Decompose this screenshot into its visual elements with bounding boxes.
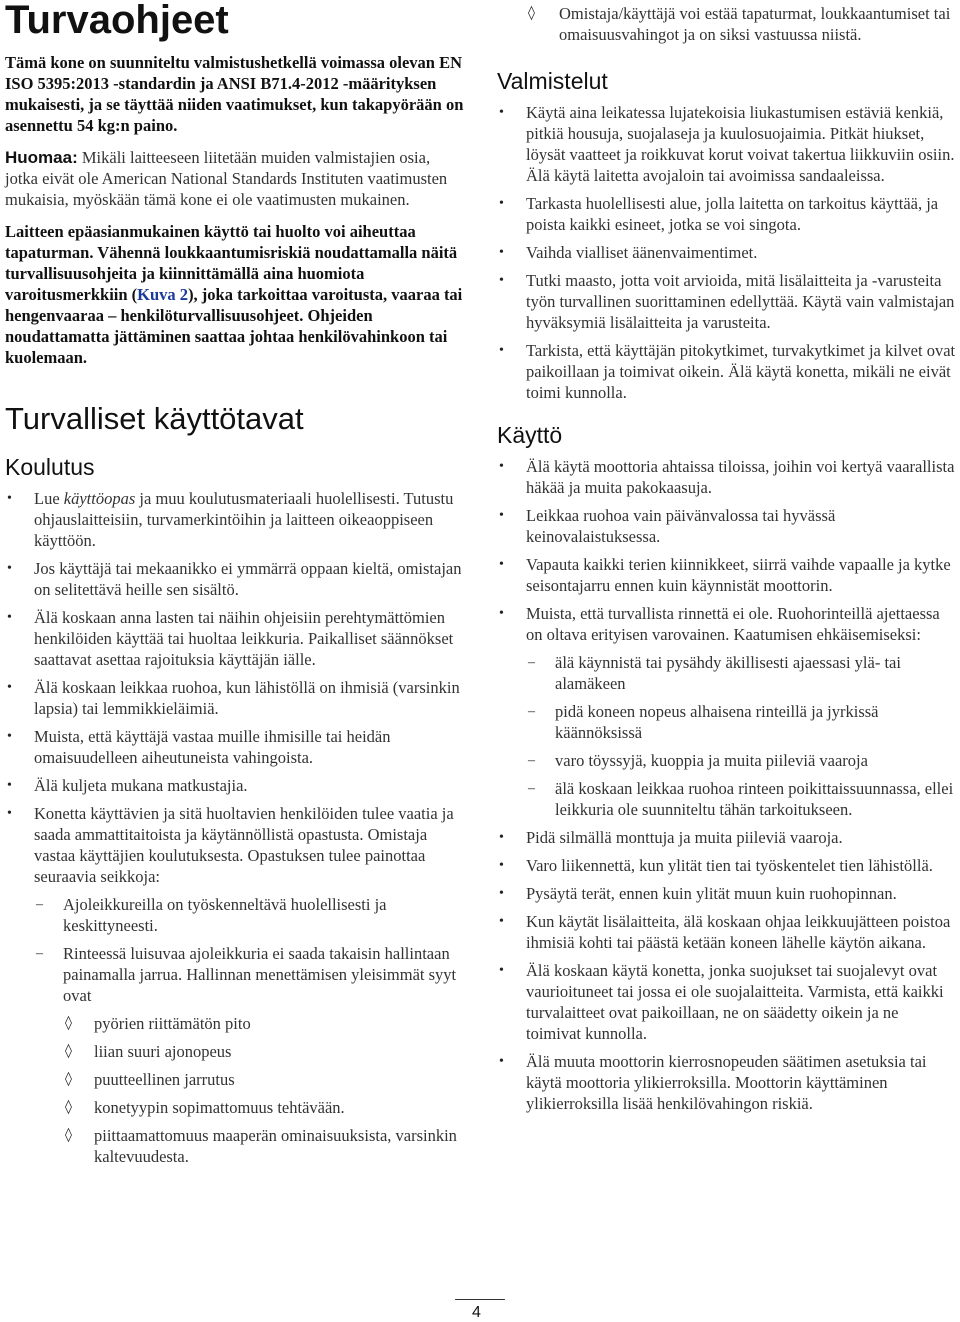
training-list bbox=[5, 488, 465, 1167]
list-item bbox=[5, 677, 465, 719]
bullet-marker: • bbox=[7, 491, 12, 506]
bullet-marker: • bbox=[7, 778, 12, 793]
item-text: Vapauta kaikki terien kiinnikkeet, siirrä vaihde vapaalle ja kytke seisontajarru ennen kuin käynnistät moottorin. bbox=[526, 555, 951, 595]
item-text: liian suuri ajonopeus bbox=[94, 1042, 232, 1061]
list-item bbox=[497, 883, 957, 904]
bullet-marker: • bbox=[499, 459, 504, 474]
page-number: 4 bbox=[472, 1304, 481, 1321]
list-item bbox=[5, 803, 465, 1167]
sub-list-item bbox=[526, 652, 957, 694]
item-text: Kun käytät lisälaitteita, älä koskaan ohjaa leikkuujätteen poistoa ihmisiä kohti tai päästä ketään koneen lähelle käytön aikana. bbox=[526, 912, 951, 952]
item-text: Muista, että turvallista rinnettä ei ole. Ruohorinteillä ajettaessa on oltava erityisen varovainen. Kaatumisen ehkäisemiseksi: bbox=[526, 604, 940, 644]
intro-paragraph: Tämä kone on suunniteltu valmistushetkellä voimassa olevan EN ISO 5395:2013 -standardin ja ANSI B71.4-2012 -määrityksen mukaisesti, ja se täyttää niiden vaatimukset, kun takapyörään on asennettu 54 kg:n paino. bbox=[5, 53, 464, 135]
subheading-preparation: Valmistelut bbox=[497, 68, 608, 94]
loss-of-control-causes bbox=[63, 1013, 465, 1167]
list-item bbox=[5, 488, 465, 551]
training-sub-list bbox=[34, 894, 465, 1167]
list-item bbox=[497, 911, 957, 953]
warning-text-2: ), joka tarkoittaa varoitusta, vaaraa tai hengenvaaraa – henkilöturvallisuusohjeet. Ohjeiden noudattamatta jättäminen saattaa johtaa henkilövahinkoon tai kuolemaan. bbox=[5, 285, 463, 367]
diamond-marker: ◊ bbox=[65, 1015, 72, 1031]
manual-title: käyttöopas bbox=[63, 489, 136, 508]
item-text: Pysäytä terät, ennen kuin ylität muun kuin ruohopinnan. bbox=[526, 884, 897, 903]
list-item bbox=[5, 775, 465, 796]
right-column bbox=[497, 0, 957, 1114]
item-text: Leikkaa ruohoa vain päivänvalossa tai hyvässä keinovalaistuksessa. bbox=[526, 506, 836, 546]
bullet-marker: • bbox=[499, 1054, 504, 1069]
warning-paragraph bbox=[5, 221, 465, 368]
item-text: Käytä aina leikatessa lujatekoisia liukastumisen estäviä kenkiä, pitkiä housuja, suojalaseja ja kuulosuojaimia. Pitkät hiukset, löysät vaatteet ja roikkuvat korut voivat takertua liikkuviin osiin. Älä käytä laitetta avojaloin tai avoimissa sandaaleissa. bbox=[526, 103, 955, 185]
dash-marker: – bbox=[528, 704, 535, 719]
diamond-marker: ◊ bbox=[65, 1071, 72, 1087]
continued-causes bbox=[528, 3, 957, 45]
item-text: Älä koskaan käytä konetta, jonka suojukset tai suojalevyt ovat vaurioituneet tai jossa ei ole suojalaitteita. Varmista, että kaikki turvalaitteet ovat paikoillaan, ne on säädetty oikein ja ne toimivat kunnolla. bbox=[526, 961, 944, 1043]
item-text: Vaihda vialliset äänenvaimentimet. bbox=[526, 243, 758, 262]
list-item bbox=[497, 505, 957, 547]
sub-list-item bbox=[34, 943, 465, 1167]
bullet-marker: • bbox=[499, 830, 504, 845]
page-number-rule bbox=[455, 1299, 505, 1300]
operation-list bbox=[497, 456, 957, 1114]
bullet-marker: • bbox=[499, 508, 504, 523]
list-item bbox=[497, 193, 957, 235]
list-item bbox=[497, 603, 957, 820]
cause-item bbox=[63, 1097, 465, 1118]
item-text: Älä muuta moottorin kierrosnopeuden säätimen asetuksia tai käytä moottoria ylikierroksilla. Moottorin käyttäminen ylikierroksilla lisää henkilövahingon riskiä. bbox=[526, 1052, 927, 1113]
item-text: Tutki maasto, jotta voit arvioida, mitä lisälaitteita ja -varusteita työn turvallinen suorittaminen edellyttää. Käytä vain valmistajan hyväksymiä lisälaitteita ja varusteita. bbox=[526, 271, 955, 332]
bullet-marker: • bbox=[7, 680, 12, 695]
item-text: ja muu koulutusmateriaali huolellisesti. Tutustu ohjauslaitteisiin, turvamerkintöihin ja laitteen oikeaoppiseen käyttöön. bbox=[34, 489, 454, 550]
bullet-marker: • bbox=[499, 858, 504, 873]
dash-marker: – bbox=[36, 946, 43, 961]
bullet-marker: • bbox=[7, 610, 12, 625]
cause-item bbox=[63, 1013, 465, 1034]
item-text: pidä koneen nopeus alhaisena rinteillä ja jyrkissä käännöksissä bbox=[555, 702, 879, 742]
subheading-operation: Käyttö bbox=[497, 422, 563, 448]
list-item bbox=[5, 726, 465, 768]
item-text: Pidä silmällä monttuja ja muita piileviä vaaroja. bbox=[526, 828, 843, 847]
item-text: Tarkasta huolellisesti alue, jolla laitetta on tarkoitus käyttää, ja poista kaikki esineet, jotka se voi singota. bbox=[526, 194, 939, 234]
bullet-marker: • bbox=[7, 561, 12, 576]
item-text: Älä koskaan leikkaa ruohoa, kun lähistöllä on ihmisiä (varsinkin lapsia) tai lemmikkieläimiä. bbox=[34, 678, 460, 718]
bullet-marker: • bbox=[499, 606, 504, 621]
bullet-marker: • bbox=[499, 273, 504, 288]
list-item bbox=[497, 960, 957, 1044]
item-text: puutteellinen jarrutus bbox=[94, 1070, 235, 1089]
sub-list-item bbox=[526, 701, 957, 743]
dash-marker: – bbox=[528, 753, 535, 768]
list-item bbox=[5, 558, 465, 600]
list-item bbox=[497, 554, 957, 596]
list-item bbox=[5, 607, 465, 670]
sub-list-item bbox=[34, 894, 465, 936]
dash-marker: – bbox=[528, 781, 535, 796]
list-item bbox=[497, 270, 957, 333]
warning-text-1: Laitteen epäasianmukainen käyttö tai huolto voi aiheuttaa tapaturman. Vähennä loukkaantumisriskiä noudattamalla näitä turvallisuusohjeita ja kiinnittämällä aina huomiota varoitusmerkkiin ( bbox=[5, 222, 458, 304]
bullet-marker: • bbox=[499, 343, 504, 358]
bullet-marker: • bbox=[499, 963, 504, 978]
list-item bbox=[497, 340, 957, 403]
item-text: Konetta käyttävien ja sitä huoltavien henkilöiden tulee vaatia ja saada ammattitaitoista ja käytännöllistä opastusta. Omistaja vastaa käyttäjien koulutuksesta. Opastuksen tulee painottaa seuraavia seikkoja: bbox=[34, 804, 454, 886]
cause-item bbox=[63, 1041, 465, 1062]
subheading-training: Koulutus bbox=[5, 454, 95, 480]
cause-item bbox=[63, 1069, 465, 1090]
section-heading-safe-practices: Turvalliset käyttötavat bbox=[5, 401, 304, 436]
item-text: älä käynnistä tai pysähdy äkillisesti ajaessasi ylä- tai alamäkeen bbox=[555, 653, 901, 693]
diamond-marker: ◊ bbox=[65, 1043, 72, 1059]
bullet-marker: • bbox=[499, 196, 504, 211]
item-text: Ajoleikkureilla on työskenneltävä huolellisesti ja keskittyneesti. bbox=[63, 895, 387, 935]
rollover-prevention-list bbox=[526, 652, 957, 820]
cause-item bbox=[63, 1125, 465, 1167]
item-text: piittaamattomuus maaperän ominaisuuksista, varsinkin kaltevuudesta. bbox=[94, 1126, 457, 1166]
item-text: Älä kuljeta mukana matkustajia. bbox=[34, 776, 248, 795]
list-item bbox=[497, 827, 957, 848]
item-text: Tarkista, että käyttäjän pitokytkimet, turvakytkimet ja kilvet ovat paikoillaan ja toimivat oikein. Älä käytä konetta, mikäli ne eivät toimi kunnolla. bbox=[526, 341, 956, 402]
item-text: Rinteessä luisuvaa ajoleikkuria ei saada takaisin hallintaan painamalla jarrua. Hallinnan menettämisen yleisimmät syyt ovat bbox=[63, 944, 457, 1005]
page-title: Turvaohjeet bbox=[5, 0, 229, 42]
list-item bbox=[497, 102, 957, 186]
item-text: Muista, että käyttäjä vastaa muille ihmisille tai heidän omaisuudelleen aiheutuneista vahingoista. bbox=[34, 727, 391, 767]
dash-marker: – bbox=[528, 655, 535, 670]
list-item bbox=[497, 855, 957, 876]
bullet-marker: • bbox=[499, 557, 504, 572]
note-lead: Huomaa: bbox=[5, 148, 78, 167]
list-item bbox=[497, 1051, 957, 1114]
bullet-marker: • bbox=[499, 245, 504, 260]
item-text: Älä koskaan anna lasten tai näihin ohjeisiin perehtymättömien henkilöiden käyttää tai huoltaa leikkuria. Paikalliset säännökset saattavat asettaa rajoituksia käyttäjän iälle. bbox=[34, 608, 454, 669]
bullet-marker: • bbox=[499, 105, 504, 120]
item-text: Jos käyttäjä tai mekaanikko ei ymmärrä oppaan kieltä, omistajan on selitettävä heille sen sisältö. bbox=[34, 559, 462, 599]
figure-link[interactable]: Kuva 2 bbox=[137, 285, 189, 304]
list-item bbox=[497, 242, 957, 263]
left-column bbox=[5, 0, 465, 1167]
item-text: Lue bbox=[34, 489, 64, 508]
diamond-marker: ◊ bbox=[528, 5, 535, 21]
note-paragraph bbox=[5, 147, 465, 210]
diamond-marker: ◊ bbox=[65, 1127, 72, 1143]
item-text: varo töyssyjä, kuoppia ja muita piileviä vaaroja bbox=[555, 751, 868, 770]
cause-item bbox=[528, 3, 957, 45]
item-text: pyörien riittämätön pito bbox=[94, 1014, 251, 1033]
item-text: Älä käytä moottoria ahtaissa tiloissa, joihin voi kertyä vaarallista häkää ja muita pakokaasuja. bbox=[526, 457, 955, 497]
bullet-marker: • bbox=[499, 886, 504, 901]
note-text: Mikäli laitteeseen liitetään muiden valmistajien osia, jotka eivät ole American National Standards Instituten vaatimusten mukaisia, myöskään tämä kone ei ole vaatimusten mukainen. bbox=[5, 148, 448, 209]
bullet-marker: • bbox=[7, 806, 12, 821]
sub-list-item bbox=[526, 778, 957, 820]
dash-marker: – bbox=[36, 897, 43, 912]
item-text: älä koskaan leikkaa ruohoa rinteen poikittaissuunnassa, ellei leikkuria ole suunniteltu tähän tarkoitukseen. bbox=[555, 779, 954, 819]
diamond-marker: ◊ bbox=[65, 1099, 72, 1115]
item-text: konetyypin sopimattomuus tehtävään. bbox=[94, 1098, 345, 1117]
item-text: Omistaja/käyttäjä voi estää tapaturmat, loukkaantumiset tai omaisuusvahingot ja on siksi vastuussa niistä. bbox=[559, 4, 951, 44]
list-item bbox=[497, 456, 957, 498]
sub-list-item bbox=[526, 750, 957, 771]
bullet-marker: • bbox=[499, 914, 504, 929]
preparation-list bbox=[497, 102, 957, 403]
item-text: Varo liikennettä, kun ylität tien tai työskentelet tien lähistöllä. bbox=[526, 856, 933, 875]
bullet-marker: • bbox=[7, 729, 12, 744]
